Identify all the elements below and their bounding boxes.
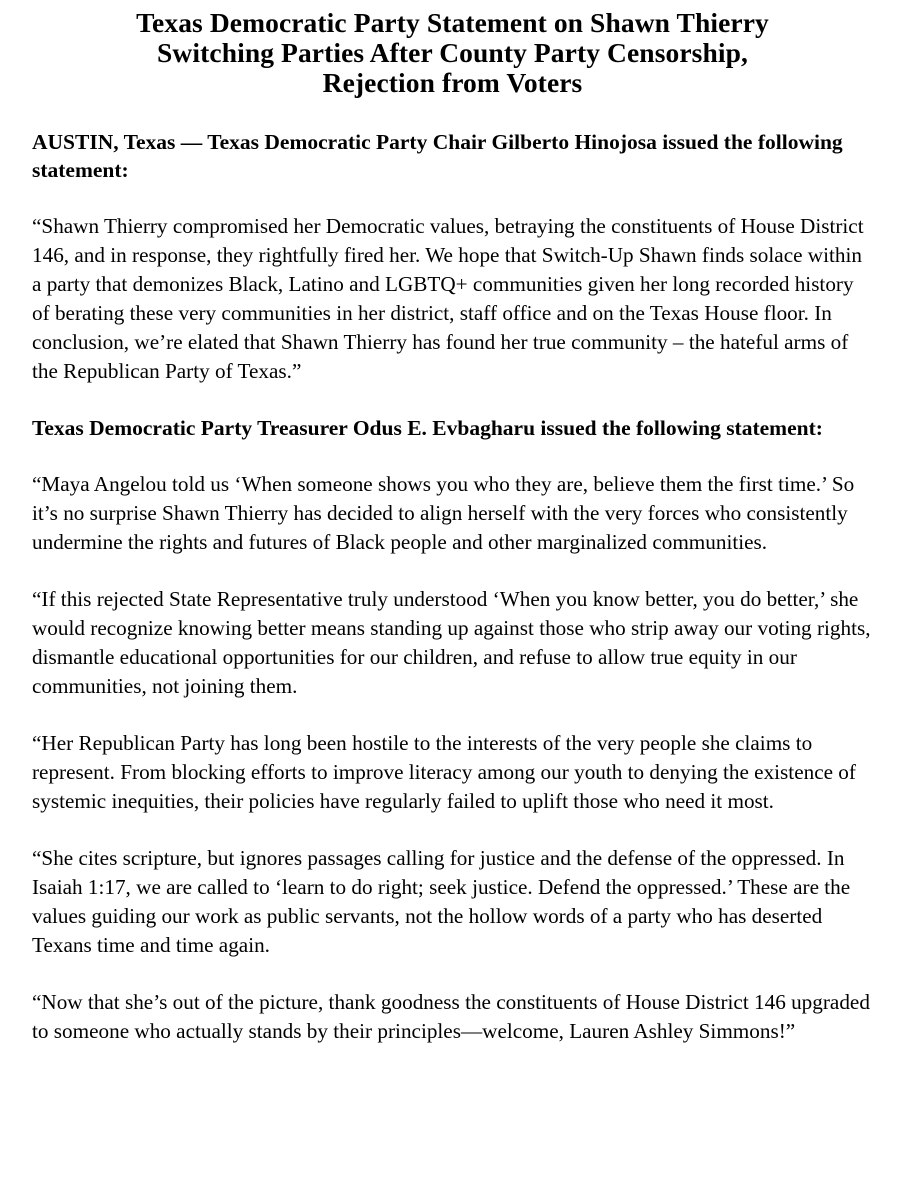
treasurer-statement-heading: Texas Democratic Party Treasurer Odus E. Evbagharu issued the following statement: <box>32 416 823 440</box>
treasurer-paragraph-2: “If this rejected State Representative truly understood ‘When you know better, you do better,’ she would recognize knowing better means standing up against those who strip away our voting rights, dismantle educational opportunities for our children, and refuse to allow true equity in our communities, not joining them. <box>32 587 871 698</box>
treasurer-paragraph-4: “She cites scripture, but ignores passages calling for justice and the defense of the oppressed. In Isaiah 1:17, we are called to ‘learn to do right; seek justice. Defend the oppressed.’ These are the values guiding our work as public servants, not the hollow words of a party who has deserted Texans time and time again. <box>32 846 851 957</box>
treasurer-paragraph-5: “Now that she’s out of the picture, thank goodness the constituents of House District 146 upgraded to someone who actually stands by their principles—welcome, Lauren Ashley Simmons!” <box>32 990 870 1043</box>
press-release-title <box>32 8 873 98</box>
title-line-1: Texas Democratic Party Statement on Shawn Thierry <box>136 7 769 38</box>
treasurer-paragraph-3: “Her Republican Party has long been hostile to the interests of the very people she claims to represent. From blocking efforts to improve literacy among our youth to denying the existence of systemic inequities, their policies have regularly failed to uplift those who need it most. <box>32 731 856 813</box>
title-line-2: Switching Parties After County Party Censorship, <box>157 37 748 68</box>
chair-statement-paragraph: “Shawn Thierry compromised her Democratic values, betraying the constituents of House District 146, and in response, they rightfully fired her. We hope that Switch-Up Shawn finds solace within a party that demonizes Black, Latino and LGBTQ+ communities given her long recorded history of berating these very communities in her district, staff office and on the Texas House floor. In conclusion, we’re elated that Shawn Thierry has found her true community – the hateful arms of the Republican Party of Texas.” <box>32 214 864 383</box>
title-line-3: Rejection from Voters <box>322 67 583 98</box>
chair-statement-heading: AUSTIN, Texas — Texas Democratic Party Chair Gilberto Hinojosa issued the following statement: <box>32 130 843 182</box>
treasurer-paragraph-1: “Maya Angelou told us ‘When someone shows you who they are, believe them the first time.’ So it’s no surprise Shawn Thierry has decided to align herself with the very forces who consistently undermine the rights and futures of Black people and other marginalized communities. <box>32 472 855 554</box>
